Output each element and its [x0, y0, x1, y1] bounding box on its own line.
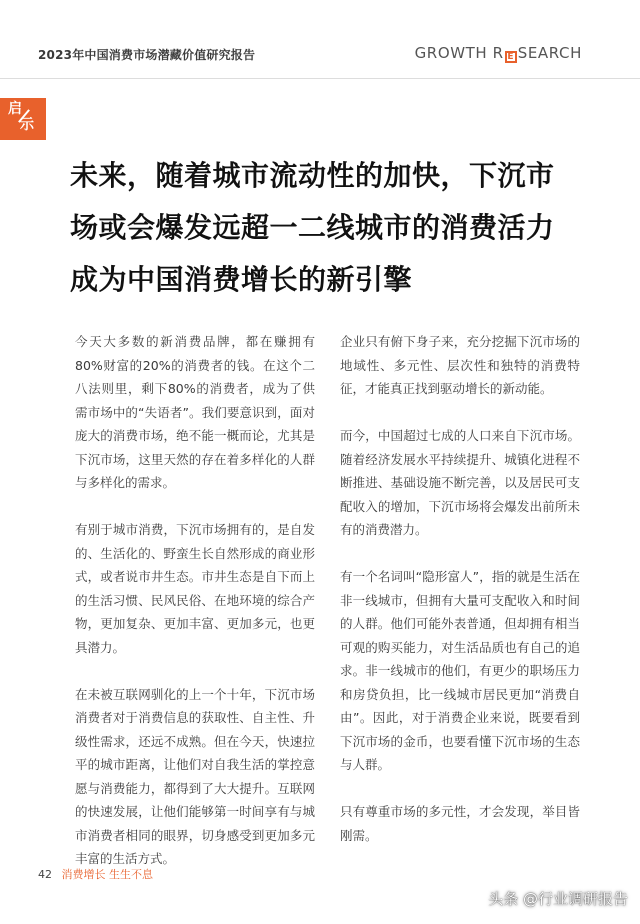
header-divider: [0, 78, 640, 79]
section-tag: [0, 98, 46, 140]
left-column: [75, 330, 315, 894]
body-paragraph: 有一个名词叫“隐形富人”，指的就是生活在非一线城市，但拥有大量可支配收入和时间的人群。他们可能外表普通，但却拥有相当可观的购买能力，对生活品质也有自己的追求。非一线城市的他们，有更少的职场压力和房贷负担，比一线城市居民更加“消费自由”。因此，对于消费企业来说，既要看到下沉市场的金币，也要看懂下沉市场的生态与人群。: [340, 569, 580, 772]
report-title: 2023年中国消费市场潜藏价值研究报告: [38, 48, 256, 62]
body-paragraph: 企业只有俯下身子来，充分挖掘下沉市场的地域性、多元性、层次性和独特的消费特征，才能真正找到驱动增长的新动能。: [340, 334, 580, 396]
footer-section-label: 消费增长 生生不息: [61, 868, 153, 881]
page-number: 42: [38, 868, 52, 881]
body-paragraph: 只有尊重市场的多元性，才会发现，举目皆刚需。: [340, 804, 580, 843]
headline-line: 场或会爆发远超一二线城市的消费活力: [70, 211, 555, 244]
body-paragraph: 有别于城市消费，下沉市场拥有的，是自发的、生活化的、野蛮生长自然形成的商业形式，或者说市井生态。市井生态是自下而上的生活习惯、民风民俗、在地环境的综合产物，更加复杂、更加丰富、更加多元，也更具潜力。: [75, 522, 315, 655]
brand-text-part1: GROWTH R: [414, 44, 504, 62]
brand-e-box: E: [505, 51, 517, 63]
watermark: 头条 @行业调研报告: [488, 890, 628, 908]
headline: [70, 150, 590, 306]
section-tag-char1: 启: [8, 101, 22, 117]
headline-line: 未来，随着城市流动性的加快，下沉市: [70, 159, 555, 192]
body-paragraph: 在未被互联网驯化的上一个十年，下沉市场消费者对于消费信息的获取性、自主性、升级性需求，还远不成熟。但在今天，快速拉平的城市距离，让他们对自我生活的掌控意愿与消费能力，都得到了大大提升。互联网的快速发展，让他们能够第一时间享有与城市消费者相同的眼界，切身感受到更加多元丰富的生活方式。: [75, 686, 315, 866]
right-column: [340, 330, 580, 871]
brand-logo: [415, 44, 582, 63]
headline-line: 成为中国消费增长的新引擎: [70, 263, 413, 296]
brand-text-part2: SEARCH: [517, 44, 582, 62]
page-footer: [38, 866, 153, 882]
body-paragraph: 而今，中国超过七成的人口来自下沉市场。随着经济发展水平持续提升、城镇化进程不断推进、基础设施不断完善，以及居民可支配收入的增加，下沉市场将会爆发出前所未有的消费潜力。: [340, 428, 580, 537]
section-tag-char2: 示: [20, 117, 34, 133]
body-paragraph: 今天大多数的新消费品牌，都在赚拥有80%财富的20%的消费者的钱。在这个二八法则里，剩下80%的消费者，成为了供需市场中的“失语者”。我们要意识到，面对庞大的消费市场，绝不能一概而论，尤其是下沉市场，这里天然的存在着多样化的人群与多样化的需求。: [75, 334, 315, 490]
